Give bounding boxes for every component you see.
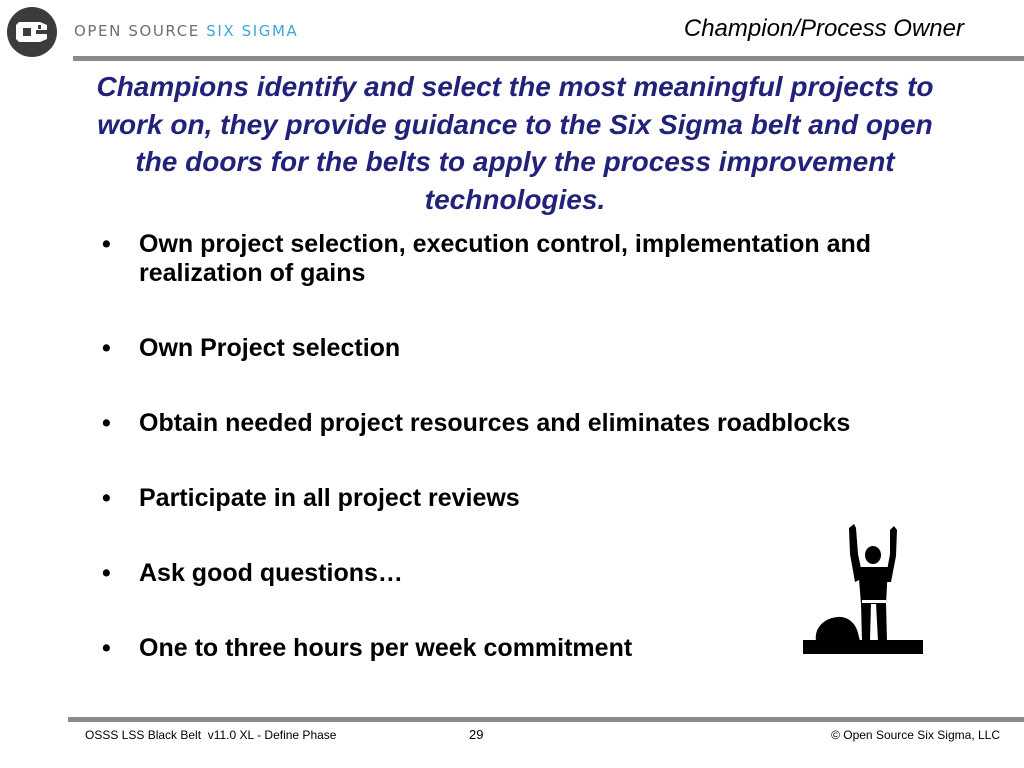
footer-course-label: OSSS LSS Black Belt v11.0 XL - Define Phase xyxy=(85,728,337,742)
bullet-item xyxy=(102,559,922,588)
bullet-item xyxy=(102,230,922,288)
bullet-text: Own Project selection xyxy=(139,334,401,362)
bullet-marker: • xyxy=(102,409,111,437)
page-number: 29 xyxy=(469,727,484,742)
open-source-six-sigma-logo-icon xyxy=(6,6,58,58)
bullet-item xyxy=(102,484,922,513)
bullet-text: Own project selection, execution control, implementation and realization of gains xyxy=(139,230,872,287)
bullet-item xyxy=(102,409,922,438)
bullet-marker: • xyxy=(102,484,111,512)
bullet-marker: • xyxy=(102,334,111,362)
bullet-marker: • xyxy=(102,230,111,258)
bullet-marker: • xyxy=(102,559,111,587)
brand-name-part2: SIX SIGMA xyxy=(206,22,299,40)
headline: Champions identify and select the most meaningful projects to work on, they provide guidance to the Six Sigma belt and open the doors for the belts to apply the process improvement technologies. xyxy=(96,71,934,215)
bullet-list xyxy=(102,230,922,709)
bullet-text: One to three hours per week commitment xyxy=(139,634,633,662)
bullet-marker: • xyxy=(102,634,111,662)
footer-divider xyxy=(68,717,1024,722)
bullet-text: Participate in all project reviews xyxy=(139,484,520,512)
footer-copyright: © Open Source Six Sigma, LLC xyxy=(831,728,1000,742)
brand-name-part1: OPEN SOURCE xyxy=(74,22,207,40)
slide-header-title: Champion/Process Owner xyxy=(683,15,964,42)
header-divider xyxy=(73,56,1024,61)
bullet-text: Ask good questions… xyxy=(139,559,403,587)
victory-figure-icon xyxy=(800,520,926,660)
brand-name xyxy=(74,22,298,40)
bullet-text: Obtain needed project resources and eliminates roadblocks xyxy=(139,409,851,437)
bullet-item xyxy=(102,334,922,363)
bullet-item xyxy=(102,634,922,663)
